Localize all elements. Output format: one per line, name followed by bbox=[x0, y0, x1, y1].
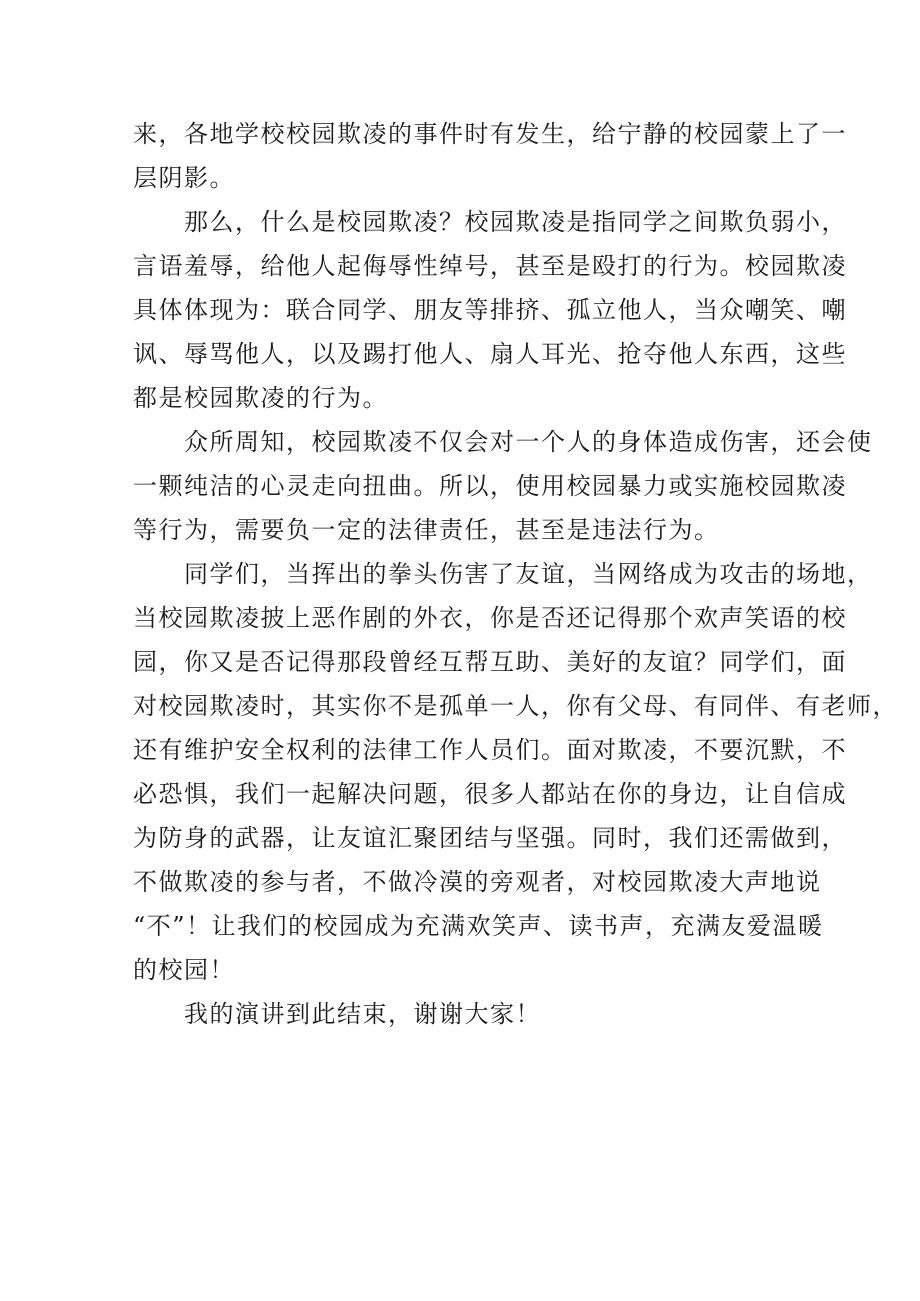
text-line: 园，你又是否记得那段曾经互帮互助、美好的友谊？同学们，面 bbox=[133, 648, 847, 676]
text-line: 还有维护安全权利的法律工作人员们。面对欺凌，不要沉默，不 bbox=[133, 736, 847, 764]
text-line: 一颗纯洁的心灵走向扭曲。所以，使用校园暴力或实施校园欺凌 bbox=[133, 472, 847, 500]
text-line: 的校园！ bbox=[133, 956, 235, 984]
text-line: “不”！让我们的校园成为充满欢笑声、读书声，充满友爱温暖 bbox=[133, 912, 824, 940]
text-line: 讽、辱骂他人，以及踢打他人、扇人耳光、抢夺他人东西，这些 bbox=[133, 340, 847, 368]
paragraph-2 bbox=[133, 200, 847, 420]
text-line: 层阴影。 bbox=[133, 164, 235, 192]
text-line: 具体体现为：联合同学、朋友等排挤、孤立他人，当众嘲笑、嘲 bbox=[133, 296, 847, 324]
text-line: 对校园欺凌时，其实你不是孤单一人，你有父母、有同伴、有老师， bbox=[133, 692, 898, 720]
text-line: 众所周知，校园欺凌不仅会对一个人的身体造成伤害，还会使 bbox=[133, 428, 873, 456]
text-line: 那么，什么是校园欺凌？校园欺凌是指同学之间欺负弱小， bbox=[133, 208, 847, 236]
text-line: 言语羞辱，给他人起侮辱性绰号，甚至是殴打的行为。校园欺凌 bbox=[133, 252, 847, 280]
text-line: 必恐惧，我们一起解决问题，很多人都站在你的身边，让自信成 bbox=[133, 780, 847, 808]
text-line: 都是校园欺凌的行为。 bbox=[133, 384, 388, 412]
text-line: 为防身的武器，让友谊汇聚团结与坚强。同时，我们还需做到， bbox=[133, 824, 847, 852]
text-line: 等行为，需要负一定的法律责任，甚至是违法行为。 bbox=[133, 516, 720, 544]
speech-body bbox=[133, 112, 898, 1036]
text-line: 来，各地学校校园欺凌的事件时有发生，给宁静的校园蒙上了一 bbox=[133, 120, 847, 148]
text-line: 当校园欺凌披上恶作剧的外衣，你是否还记得那个欢声笑语的校 bbox=[133, 604, 847, 632]
paragraph-1 bbox=[133, 112, 847, 200]
paragraph-5 bbox=[133, 992, 793, 1036]
text-line: 我的演讲到此结束，谢谢大家！ bbox=[133, 1000, 541, 1028]
paragraph-3 bbox=[133, 420, 873, 552]
text-line: 不做欺凌的参与者，不做冷漠的旁观者，对校园欺凌大声地说 bbox=[133, 868, 822, 896]
paragraph-4 bbox=[133, 552, 898, 992]
text-line: 同学们，当挥出的拳头伤害了友谊，当网络成为攻击的场地， bbox=[133, 560, 873, 588]
